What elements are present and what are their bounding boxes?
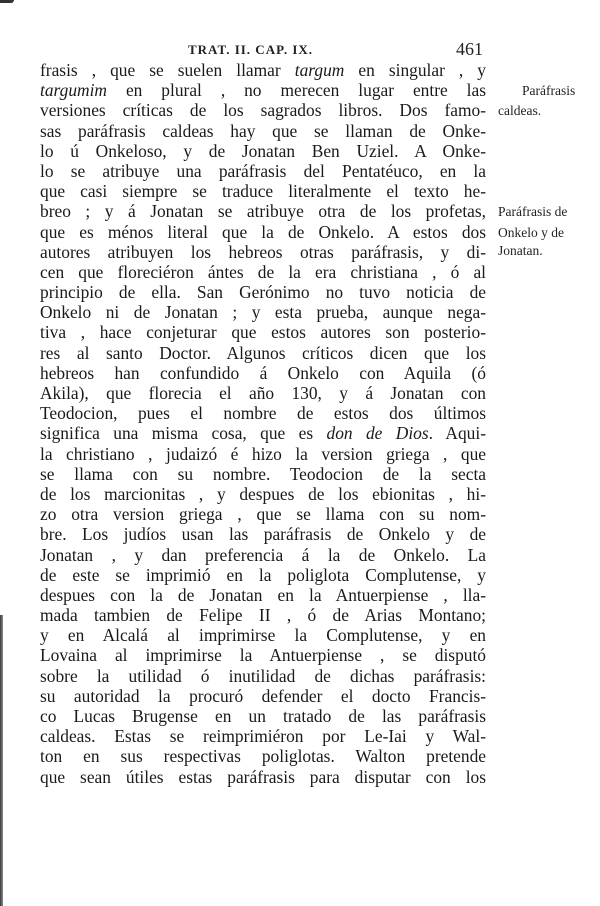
text-run: breo ; y á Jonatan se atribuye otra de los profetas, (40, 201, 486, 222)
text-line (40, 343, 486, 363)
text-line (40, 423, 486, 443)
text-line (40, 383, 486, 403)
text-run: Lovaina al imprimirse la Antuerpiense , se disputó (40, 645, 486, 666)
text-run: Teodocion, pues el nombre de estos dos últimos (40, 403, 486, 424)
text-run: Akila), que florecia el año 130, y á Jonatan con (40, 383, 486, 403)
body-text (40, 60, 486, 787)
page-number: 461 (456, 39, 483, 59)
margin-note-line: Onkelo y de (498, 224, 564, 240)
text-line (40, 464, 486, 484)
text-line (40, 282, 486, 302)
text-line (40, 100, 486, 120)
text-line (40, 666, 486, 686)
text-run: la christiano , judaizó é hizo la version griega , que (40, 443, 486, 464)
text-run: que casi siempre se traduce literalmente el texto he- (40, 181, 486, 202)
margin-note (498, 82, 575, 120)
text-run: Jonatan , y dan preferencia á la de Onkelo. La (40, 544, 486, 565)
text-line (40, 444, 486, 464)
text-line (40, 80, 486, 100)
text-run: y en Alcalá al imprimirse la Complutense, y en (40, 625, 486, 646)
text-run: que es ménos literal que la de Onkelo. A estos dos (40, 221, 486, 242)
text-line (40, 403, 486, 423)
text-run: de este se imprimió en la poliglota Complutense, y (40, 564, 486, 585)
text-run: tiva , hace conjeturar que estos autores son posterio- (40, 322, 486, 343)
text-run: res al santo Doctor. Algunos críticos dicen que los (40, 342, 486, 363)
italic-term: targumim (40, 80, 107, 101)
text-line (40, 706, 486, 726)
page-binding-edge (0, 615, 3, 906)
text-run: . Aqui- (428, 423, 486, 444)
text-line (40, 181, 486, 201)
text-run: autores atribuyen los hebreos otras paráfrasis, y di- (40, 241, 486, 262)
text-run: cen que floreciéron ántes de la era christiana , ó al (40, 261, 486, 282)
margin-note-line: caldeas. (498, 103, 542, 119)
text-line (40, 262, 486, 282)
text-line (40, 645, 486, 665)
text-run: su autoridad la procuró defender el docto Francis- (40, 685, 486, 706)
text-run: frasis , que se suelen llamar (40, 60, 295, 80)
text-line (40, 363, 486, 383)
text-run: Onkelo ni de Jonatan ; y esta prueba, aunque nega- (40, 302, 486, 323)
margin-note-line: Paráfrasis de (498, 204, 568, 220)
text-line (40, 565, 486, 585)
text-run: bre. Los judíos usan las paráfrasis de Onkelo y de (40, 524, 486, 545)
text-line (40, 141, 486, 161)
text-run: mada tambien de Felipe II , ó de Arias Montano; (40, 605, 486, 626)
text-run: caldeas. Estas se reimprimiéron por Le-Iai y Wal- (40, 726, 486, 747)
text-line (40, 605, 486, 625)
text-line (40, 484, 486, 504)
text-run: que sean útiles estas paráfrasis para disputar con los (40, 766, 486, 787)
text-line (40, 545, 486, 565)
text-run: en plural , no merecen lugar entre las (107, 80, 486, 101)
text-line (40, 767, 486, 787)
text-run: lo se atribuye una paráfrasis del Pentatéuco, en la (40, 160, 486, 181)
text-line (40, 121, 486, 141)
text-line (40, 686, 486, 706)
italic-term: targum (294, 60, 345, 80)
text-run: se llama con su nombre. Teodocion de la secta (40, 463, 486, 484)
text-run: co Lucas Brugense en un tratado de las paráfrasis (40, 706, 486, 726)
margin-note-line: Jonatan. (498, 242, 543, 258)
italic-term: don de Dios (326, 423, 429, 444)
text-line (40, 242, 486, 262)
margin-note (498, 203, 567, 260)
text-run: de los marcionitas , y despues de los ebionitas , hi- (40, 483, 486, 504)
text-run: zo otra version griega , que se llama con su nom- (40, 504, 486, 525)
text-run: principio de ella. San Gerónimo no tuvo noticia de (40, 282, 486, 303)
text-line (40, 302, 486, 322)
text-run: sobre la utilidad ó inutilidad de dichas paráfrasis: (40, 665, 486, 686)
text-line (40, 322, 486, 342)
running-head-title: TRAT. II. CAP. IX. (188, 42, 314, 57)
text-line (40, 222, 486, 242)
page-corner-shadow (0, 0, 14, 3)
text-run: versiones críticas de los sagrados libros. Dos famo- (40, 100, 486, 121)
text-line (40, 585, 486, 605)
text-line (40, 524, 486, 544)
running-head (40, 39, 486, 62)
text-run: lo ú Onkeloso, y de Jonatan Ben Uziel. A Onke- (40, 140, 486, 161)
text-run: hebreos han confundido á Onkelo con Aquila (ó (40, 362, 486, 383)
text-line (40, 60, 486, 80)
margin-note-line: Paráfrasis (522, 83, 576, 99)
text-line (40, 201, 486, 221)
text-run: en singular , y (344, 60, 487, 80)
text-run: significa una misma cosa, que es (40, 423, 327, 444)
text-run: sas paráfrasis caldeas hay que se llaman de Onke- (40, 120, 486, 141)
text-line (40, 746, 486, 766)
text-line (40, 161, 486, 181)
text-run: ton en sus respectivas poliglotas. Walton pretende (40, 746, 486, 767)
text-line (40, 504, 486, 524)
text-line (40, 726, 486, 746)
text-run: despues con la de Jonatan en la Antuerpiense , lla- (40, 584, 486, 605)
text-line (40, 625, 486, 645)
